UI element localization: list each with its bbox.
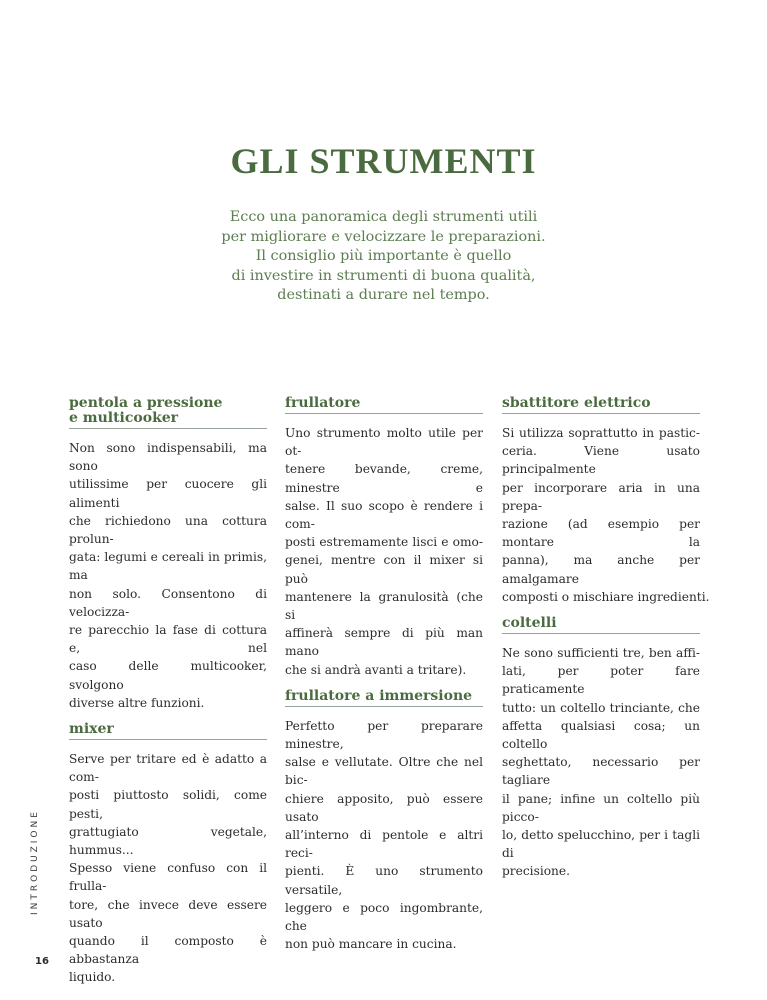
section-heading [502, 396, 700, 414]
body-line: quando il composto è abbastanza [69, 934, 267, 967]
section-body [502, 424, 710, 606]
body-line: caso delle multicooker, svolgono [69, 659, 267, 692]
section-sbattitore [502, 395, 710, 606]
body-line: leggero e poco ingombrante, che [285, 900, 483, 934]
body-line: salse e vellutate. Oltre che nel bic- [285, 755, 483, 788]
section-heading [69, 722, 267, 740]
body-line: all’interno di pentole e altri reci- [285, 828, 483, 861]
body-line: che richiedono una cottura prolun- [69, 513, 267, 547]
section-mixer [69, 722, 267, 987]
intro-paragraph [0, 208, 767, 306]
heading-line: frullatore [285, 395, 361, 411]
intro-line: di investire in strumenti di buona qualità, [231, 267, 536, 284]
side-chapter-label: INTRODUZIONE [30, 809, 40, 915]
body-line: chiere apposito, può essere usato [285, 791, 483, 824]
intro-line: Il consiglio più importante è quello [255, 248, 512, 264]
body-line: Perfetto per preparare minestre, [285, 718, 483, 752]
body-line: tore, che invece deve essere usato [69, 897, 267, 930]
section-heading [285, 689, 483, 707]
heading-line: sbattitore elettrico [502, 395, 651, 411]
section-pentola [69, 396, 267, 712]
body-line: composti o mischiare ingredienti. [502, 589, 710, 604]
column-middle [285, 396, 483, 963]
heading-line: pentola a pressione [69, 395, 223, 411]
body-line: re parecchio la fase di cottura e, nel [69, 623, 267, 656]
page-number: 16 [35, 956, 49, 967]
body-line: panna), ma anche per amalgamare [502, 553, 700, 586]
section-heading [69, 396, 267, 429]
body-line: gata: legumi e cereali in primis, ma [69, 550, 267, 583]
section-coltelli [502, 616, 700, 881]
body-line: diverse altre funzioni. [69, 695, 205, 710]
column-left [69, 396, 267, 997]
heading-line: frullatore a immersione [285, 687, 473, 704]
section-body [502, 644, 700, 881]
section-frullatore [285, 396, 483, 679]
body-line: seghettato, necessario per tagliare [502, 755, 700, 788]
section-body [69, 439, 267, 712]
section-heading [502, 616, 700, 634]
body-line: lati, per poter fare praticamente [502, 664, 700, 697]
body-line: affetta qualsiasi cosa; un coltello [502, 718, 700, 752]
body-line: razione (ad esempio per montare la [502, 517, 700, 550]
body-line: non solo. Consentono di velocizza- [69, 586, 267, 619]
page-title: GLI STRUMENTI [230, 141, 537, 181]
body-line: grattugiato vegetale, hummus... [69, 824, 267, 858]
body-line: Ne sono sufficienti tre, ben affi- [502, 646, 700, 661]
body-line: posti estremamente lisci e omo- [285, 535, 483, 550]
body-line: che si andrà avanti a tritare). [285, 662, 467, 677]
intro-line: destinati a durare nel tempo. [277, 287, 490, 303]
heading-line: coltelli [502, 615, 557, 632]
column-right [502, 395, 710, 891]
body-line: genei, mentre con il mixer si può [285, 553, 483, 586]
body-line: precisione. [502, 864, 570, 879]
body-line: pienti. È uno strumento versatile, [285, 864, 483, 897]
heading-line: e multicooker [69, 410, 179, 426]
body-line: posti piuttosto solidi, come pesti, [69, 788, 267, 821]
intro-line: Ecco una panoramica degli strumenti utili [229, 209, 538, 225]
body-line: Serve per tritare ed è adatto a com- [69, 752, 267, 785]
body-line: per incorporare aria in una prepa- [502, 480, 700, 513]
body-line: Non sono indispensabili, ma sono [69, 441, 267, 474]
body-line: il pane; infine un coltello più picco- [502, 791, 700, 824]
body-line: utilissime per cuocere gli alimenti [69, 477, 267, 510]
body-line: non può mancare in cucina. [285, 937, 457, 952]
section-heading [285, 396, 483, 414]
body-line: lo, detto spelucchino, per i tagli di [502, 828, 700, 861]
body-line: mantenere la granulosità (che si [285, 589, 483, 623]
heading-line: mixer [69, 721, 114, 738]
section-body [285, 717, 483, 954]
section-body [69, 750, 267, 987]
body-line: ceria. Viene usato principalmente [502, 444, 700, 477]
body-line: salse. Il suo scopo è rendere i com- [285, 498, 483, 532]
body-line: Uno strumento molto utile per ot- [285, 426, 483, 459]
intro-line: per migliorare e velocizzare le preparazioni. [221, 228, 546, 245]
body-line: tutto: un coltello trinciante, che [502, 700, 700, 715]
section-immersione [285, 689, 483, 954]
body-line: Si utilizza soprattutto in pastic- [502, 426, 700, 440]
body-line: liquido. [69, 970, 116, 985]
body-line: Spesso viene confuso con il frulla- [69, 861, 267, 894]
body-line: affinerà sempre di più man mano [285, 626, 483, 659]
body-line: tenere bevande, creme, minestre e [285, 462, 483, 495]
section-body [285, 424, 483, 679]
